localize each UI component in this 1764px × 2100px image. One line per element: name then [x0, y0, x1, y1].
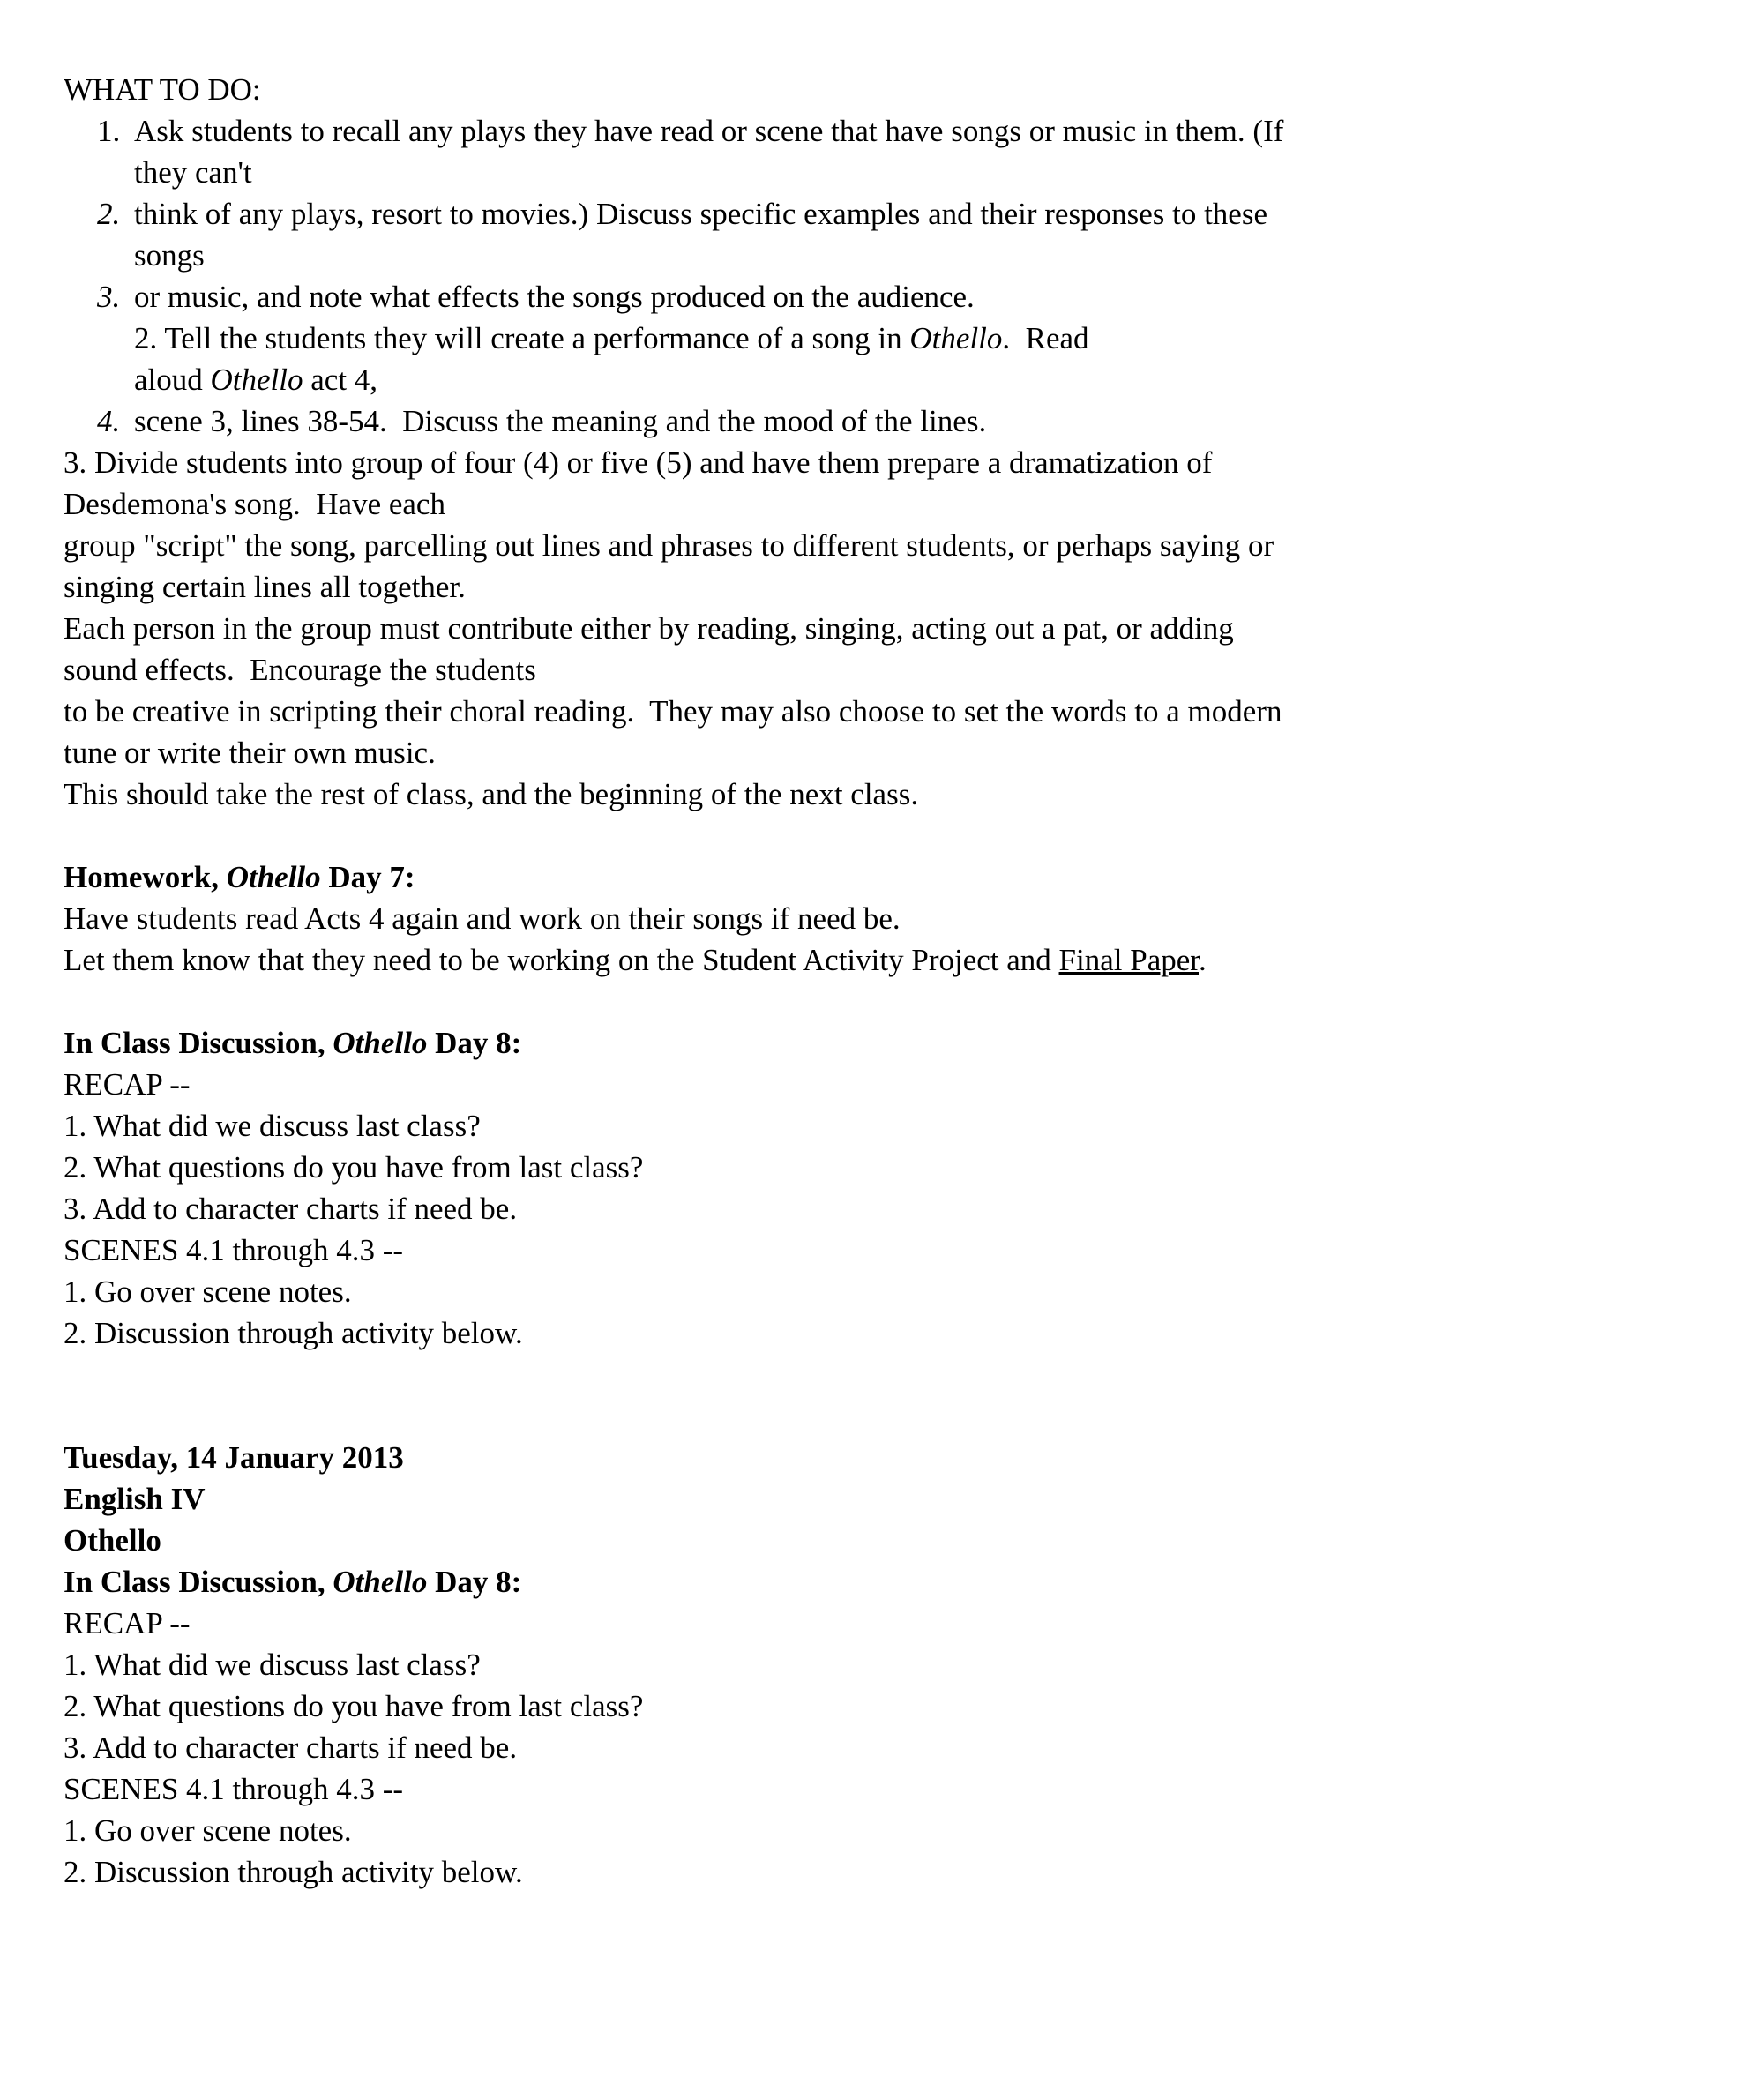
text-line: [64, 1644, 1722, 1685]
text-segment: 2. Discussion through activity below.: [64, 1855, 523, 1889]
text-segment: to be creative in scripting their choral reading. They may also choose to set the words to a modern: [64, 694, 1282, 729]
text-line: [64, 483, 1722, 525]
heading-in-class-day8: [64, 1022, 1722, 1064]
text-line: [64, 1685, 1722, 1727]
text-segment: Othello: [226, 860, 321, 894]
text-line: [64, 525, 1722, 566]
text-line: [64, 1851, 1722, 1893]
text-segment: 3. Add to character charts if need be.: [64, 1730, 518, 1765]
text-line: [64, 235, 1722, 276]
text-segment: they can't: [134, 155, 252, 190]
text-line: [64, 359, 1722, 400]
text-segment: Ask students to recall any plays they have read or scene that have songs or music in them. (If: [134, 114, 1284, 148]
text-line: [64, 1312, 1722, 1354]
text-line: [64, 276, 1722, 318]
blank-line: [64, 815, 1722, 856]
text-segment: 1. Go over scene notes.: [64, 1813, 352, 1848]
text-segment: Each person in the group must contribute either by reading, singing, acting out a pat, or adding: [64, 611, 1234, 646]
text-segment: .: [1199, 943, 1207, 977]
text-line: [64, 1810, 1722, 1851]
heading-what-to-do: [64, 69, 1722, 110]
text-line: [64, 1271, 1722, 1312]
heading-date: [64, 1437, 1722, 1478]
text-segment: This should take the rest of class, and the beginning of the next class.: [64, 777, 919, 811]
text-line: [64, 649, 1722, 691]
text-line: [64, 732, 1722, 773]
text-line: [64, 1768, 1722, 1810]
text-segment: scene 3, lines 38-54. Discuss the meaning and the mood of the lines.: [134, 404, 987, 438]
text-line: [64, 1064, 1722, 1105]
text-line: [64, 318, 1722, 359]
list-number: 2.: [97, 197, 121, 231]
text-segment: Homework,: [64, 860, 227, 894]
text-segment: 3. Divide students into group of four (4) or five (5) and have them prepare a dramatization of: [64, 445, 1213, 480]
text-line: [64, 1229, 1722, 1271]
heading-course: [64, 1478, 1722, 1520]
document-body: [64, 69, 1722, 1893]
text-segment: Day 7:: [320, 860, 415, 894]
text-segment: songs: [134, 238, 205, 273]
text-segment: SCENES 4.1 through 4.3 --: [64, 1772, 403, 1806]
text-segment: Othello: [64, 1523, 161, 1558]
text-line: [64, 400, 1722, 442]
heading-unit: [64, 1520, 1722, 1561]
text-segment: tune or write their own music.: [64, 736, 436, 770]
heading-homework-day7: [64, 856, 1722, 898]
text-segment: 1. What did we discuss last class?: [64, 1648, 481, 1682]
text-line: [64, 691, 1722, 732]
text-segment: think of any plays, resort to movies.) Discuss specific examples and their responses to these: [134, 197, 1267, 231]
list-number: 4.: [97, 404, 121, 438]
blank-line: [64, 981, 1722, 1022]
text-segment: sound effects. Encourage the students: [64, 653, 536, 687]
text-segment: 2. What questions do you have from last class?: [64, 1689, 644, 1723]
text-segment: In Class Discussion,: [64, 1026, 333, 1060]
text-segment: 1. Go over scene notes.: [64, 1274, 352, 1309]
text-segment: 2. What questions do you have from last class?: [64, 1150, 644, 1185]
text-segment: WHAT TO DO:: [64, 72, 261, 107]
list-number: 1.: [97, 114, 121, 148]
text-segment: In Class Discussion,: [64, 1565, 333, 1599]
text-segment: Othello: [333, 1565, 428, 1599]
text-line: [64, 1727, 1722, 1768]
text-segment: . Read: [1002, 321, 1089, 355]
text-segment: Othello: [210, 362, 303, 397]
text-segment: aloud: [134, 362, 211, 397]
text-segment: 2. Discussion through activity below.: [64, 1316, 523, 1350]
text-line: [64, 773, 1722, 815]
blank-line: [64, 1395, 1722, 1437]
text-segment: Othello: [333, 1026, 428, 1060]
text-segment: English IV: [64, 1482, 206, 1516]
text-line: [64, 152, 1722, 193]
heading-in-class-day8-repeat: [64, 1561, 1722, 1603]
text-segment: Day 8:: [427, 1026, 522, 1060]
text-line: [64, 608, 1722, 649]
text-segment: 1. What did we discuss last class?: [64, 1109, 481, 1143]
text-line: [64, 1188, 1722, 1229]
text-segment: Day 8:: [427, 1565, 522, 1599]
text-line: [64, 1147, 1722, 1188]
text-segment: act 4,: [303, 362, 378, 397]
text-segment: group "script" the song, parcelling out lines and phrases to different students, or perhaps saying or: [64, 528, 1274, 563]
text-segment: RECAP --: [64, 1606, 191, 1640]
text-line: [64, 110, 1722, 152]
text-line: [64, 1105, 1722, 1147]
text-segment: 3. Add to character charts if need be.: [64, 1192, 518, 1226]
text-segment: Othello: [909, 321, 1003, 355]
text-segment: 2. Tell the students they will create a performance of a song in: [134, 321, 910, 355]
text-line: [64, 193, 1722, 235]
text-segment: Tuesday, 14 January 2013: [64, 1440, 404, 1475]
text-segment: Desdemona's song. Have each: [64, 487, 445, 521]
text-line: [64, 898, 1722, 939]
text-segment: Final Paper: [1058, 943, 1199, 977]
text-line: [64, 442, 1722, 483]
text-line: [64, 1603, 1722, 1644]
text-line: [64, 939, 1722, 981]
text-segment: Let them know that they need to be working on the Student Activity Project and: [64, 943, 1059, 977]
text-segment: or music, and note what effects the songs produced on the audience.: [134, 280, 975, 314]
text-segment: SCENES 4.1 through 4.3 --: [64, 1233, 403, 1267]
text-line: [64, 566, 1722, 608]
blank-line: [64, 1354, 1722, 1395]
text-segment: RECAP --: [64, 1067, 191, 1102]
text-segment: Have students read Acts 4 again and work on their songs if need be.: [64, 901, 901, 936]
list-number: 3.: [97, 280, 121, 314]
text-segment: singing certain lines all together.: [64, 570, 466, 604]
